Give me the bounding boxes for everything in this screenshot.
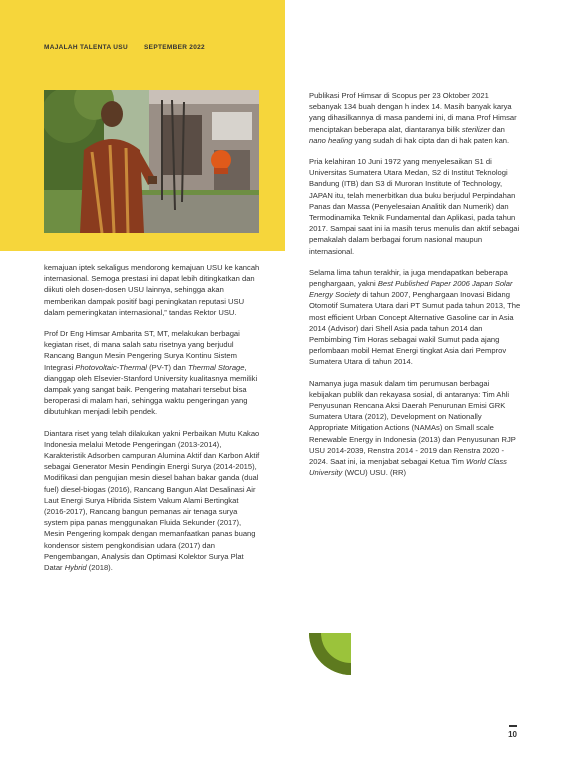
paragraph: Namanya juga masuk dalam tim perumusan berbagai kebijakan publik dan rekayasa sosial, di antaranya: Tim Ahli Penyusunan Rencana Aksi Daerah Penurunan Emisi GRK Sumatera Utara (2012), Development on Nationally Appropriate Mitigation Actions (NAMAs) on Small scale Renewable Energy in Indonesia (2013) dan Penyusunan RJP USU 2014-2039, Renstra 2014 - 2019 dan Renstra 2020 - 2024. Saat ini, ia menjabat sebagai Ketua Tim World Class University (WCU) USU. (RR): [309, 378, 516, 478]
paragraph: Diantara riset yang telah dilakukan yakni Perbaikan Mutu Kakao Indonesia melalui Metode Pengeringan (2013-2014), Karakteristik Adsorben campuran Alumina Aktif dan Karbon Aktif sebagai Generator Mesin Pendingin Energi Surya (2014-2015), Modifikasi dan pengujian mesin diesel bahan bakar ganda (dual fuel) diesel-biogas (2016), Rancang Bangun Alat Desalinasi Air Laut Energi Surya Hibrida Sistem Vakum Alami Bertingkat (2016-2017), Rancang bangun pemanas air tenaga surya system pipa panas menggunakan Fluida Sekunder (2017), Mesin Pengering kompak dengan memanfaatkan panas buang kondensor sistem pengkondisian udara (2017) dan Pengembangan, Analysis dan Optimasi Kolektor Surya Plat Datar Hybrid (2018).: [44, 428, 260, 573]
paragraph: Publikasi Prof Himsar di Scopus per 23 Oktober 2021 sebanyak 134 buah dengan h index 14. Masih banyak karya yang dihasilkannya di masa pandemi ini, di mana Prof Himsar menciptakan beberapa alat, diantaranya bilik sterilizer dan nano healing yang sudah di hak cipta dan di hak paten kan.: [309, 91, 517, 145]
publication-name: MAJALAH TALENTA USU: [44, 44, 128, 51]
paragraph: Pria kelahiran 10 Juni 1972 yang menyelesaikan S1 di Universitas Sumatera Utara Medan, S2 di Institut Teknologi Bandung (ITB) dan S3 di Muroran Institute of Technology, JAPAN itu, telah menerbitkan dua buku berjudul Perpindahan Panas dan Massa (Penyelesaian Analitik dan Numerik) dan Termodinamika Teknik Fundamental dan Aplikasi, pada tahun 2017. Sampai saat ini ia masih terus menulis dan aktif sebagai pemakalah dalam berbagai forum nasional maupun internasional.: [309, 157, 520, 256]
page-number-dash: [509, 725, 517, 727]
left-column: [44, 262, 262, 583]
paragraph: Selama lima tahun terakhir, ia juga mendapatkan beberapa penghargaan, yakni Best Published Paper 2006 Japan Solar Energy Society di tahun 2007, Penghargaan Inovasi Bidang Otomotif Sumatera Utara dari PT Sumut pada tahun 2013, The most efficient Urban Concept Alternative Gasoline car in Asia 2014 (Advisor) dari Shell Asia pada tahun 2014 dan Pembimbing Tim Horas sebagai wakil Sumut pada ajang perlombaan mobil Hemat Energi tingkat Asia dari Pemprov Sumatera Utara di tahun 2014.: [309, 267, 521, 367]
page-number: 10: [508, 725, 517, 739]
portrait-photo: [44, 90, 259, 233]
page-header: [44, 44, 219, 51]
issue-date: SEPTEMBER 2022: [144, 44, 205, 51]
decorative-leaf-icon: [309, 633, 351, 675]
paragraph: Prof Dr Eng Himsar Ambarita ST, MT, melakukan berbagai kegiatan riset, di mana salah satu risetnya yang berjudul Rancang Bangun Mesin Pengering Surya Kontinu Sistem Integrasi Photovoltaic-Thermal (PV-T) dan Thermal Storage, dianggap oleh Elsevier-Stanford University kualitasnya memiliki dampak yang sangat baik. Pengering matahari tersebut bisa beroperasi di malam hari, sehingga waktu pengeringan yang dibutuhkan menjadi lebih pendek.: [44, 329, 258, 417]
right-column: [309, 90, 521, 489]
paragraph: kemajuan iptek sekaligus mendorong kemajuan USU ke kancah internasional. Semoga prestasi ini dapat lebih ditingkatkan dan diikuti oleh dosen-dosen USU lainnya, sehingga akan memberikan dampak positif bagi peningkatan reputasi USU dalam pemeringkatan internasional,” tandas Rektor USU.: [44, 263, 260, 317]
portrait-photo-image: [44, 90, 259, 233]
